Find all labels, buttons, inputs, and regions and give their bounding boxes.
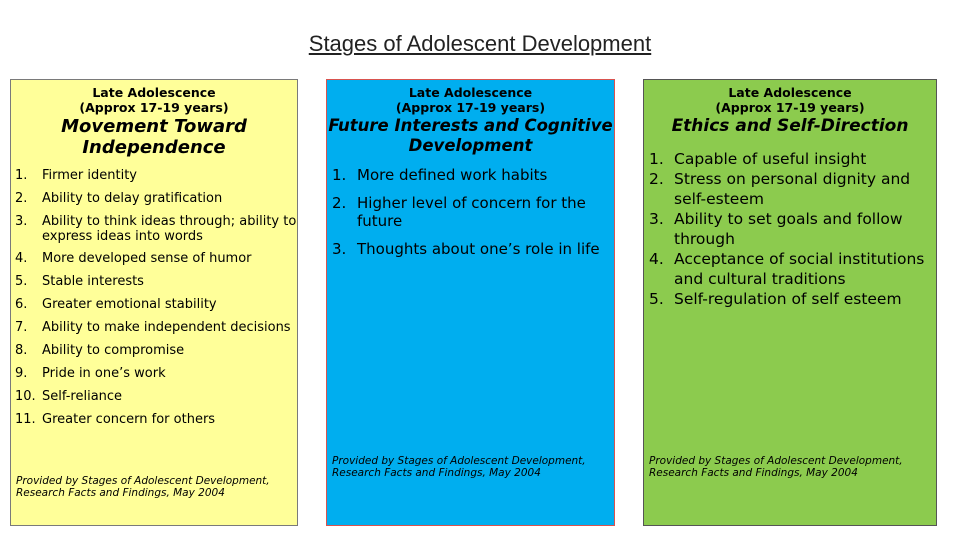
- panel-heading: Late Adolescence: [408, 85, 533, 100]
- panel-subtitle: Future Interests and Cognitive Development: [328, 116, 613, 155]
- source-credit: Provided by Stages of Adolescent Development, Research Facts and Findings, May 2004: [332, 455, 586, 479]
- panel-heading: Late Adolescence: [92, 85, 216, 100]
- panel-age-range: (Approx 17-19 years): [79, 100, 229, 115]
- source-credit: Provided by Stages of Adolescent Development, Research Facts and Findings, May 2004: [649, 455, 903, 479]
- list-item: 2. Stress on personal dignity and self-esteem: [649, 170, 911, 208]
- list-item: 2. Ability to delay gratification: [15, 191, 223, 206]
- list-item: 1. More defined work habits: [332, 166, 548, 184]
- panel-ethics: [643, 79, 937, 526]
- panel-subtitle: Ethics and Self-Direction: [671, 116, 909, 136]
- list-item: 9. Pride in one’s work: [15, 366, 166, 381]
- list-item: 3. Thoughts about one’s role in life: [332, 240, 600, 258]
- list-item: 5. Stable interests: [15, 274, 144, 289]
- list-item: 11. Greater concern for others: [15, 412, 216, 427]
- item-list: [11, 168, 297, 428]
- item-list: [644, 149, 936, 309]
- list-item: 1. Firmer identity: [15, 168, 137, 183]
- list-item: 3. Ability to set goals and follow through: [649, 210, 903, 248]
- list-item: 4. More developed sense of humor: [15, 251, 252, 266]
- panel-independence: [10, 79, 298, 526]
- list-item: 7. Ability to make independent decisions: [15, 320, 291, 335]
- list-item: 8. Ability to compromise: [15, 343, 185, 358]
- panel-future-interests: [326, 79, 615, 526]
- list-item: 10. Self-reliance: [15, 389, 123, 404]
- panel-age-range: (Approx 17-19 years): [715, 100, 865, 115]
- panel-heading: Late Adolescence: [728, 85, 852, 100]
- list-item: 3. Ability to think ideas through; ability to express ideas into words: [15, 214, 297, 244]
- panel-age-range: (Approx 17-19 years): [395, 100, 546, 115]
- slide-title: Stages of Adolescent Development: [308, 31, 652, 56]
- list-item: 4. Acceptance of social institutions and cultural traditions: [649, 250, 925, 288]
- list-item: 6. Greater emotional stability: [15, 297, 217, 312]
- list-item: 5. Self-regulation of self esteem: [649, 290, 902, 308]
- panel-subtitle: Movement Toward Independence: [61, 116, 247, 158]
- source-credit: Provided by Stages of Adolescent Development, Research Facts and Findings, May 2004: [16, 475, 270, 499]
- item-list: [327, 166, 614, 258]
- list-item: 1. Capable of useful insight: [649, 150, 867, 168]
- list-item: 2. Higher level of concern for the future: [332, 194, 586, 230]
